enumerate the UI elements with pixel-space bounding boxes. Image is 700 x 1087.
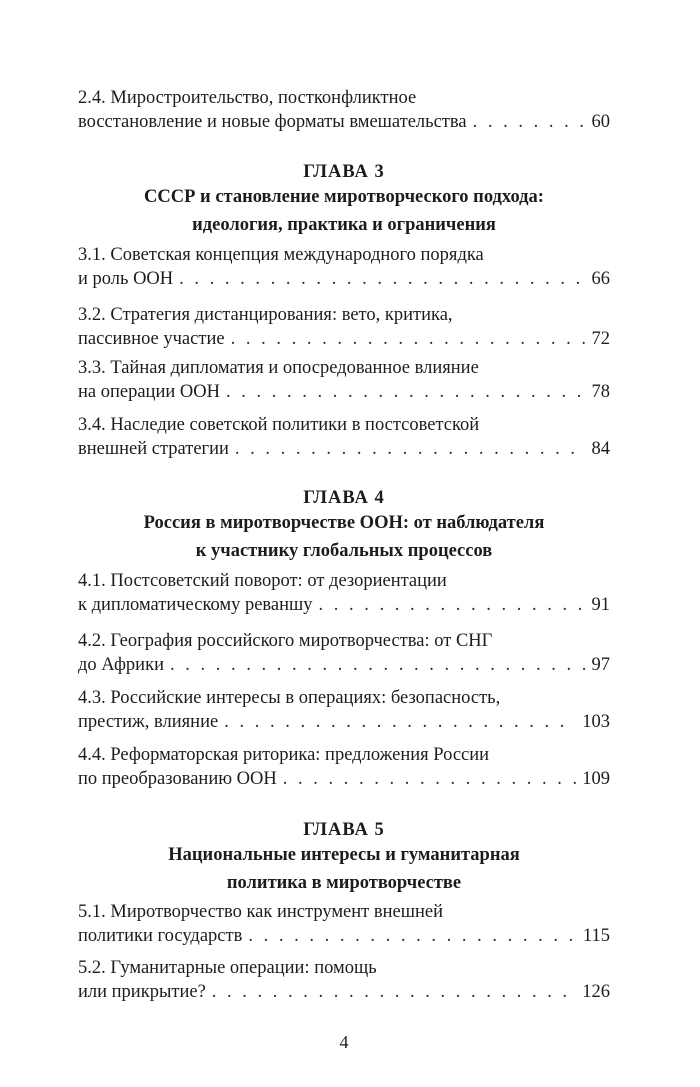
toc-page-number: 60 [591, 112, 610, 132]
toc-entry-text-cont: престиж, влияние [78, 712, 219, 732]
toc-page-number: 78 [591, 382, 610, 402]
toc-entry-text: 3.4. Наследие советской политики в постсоветской [78, 415, 480, 435]
toc-entry-text-cont: по преобразованию ООН [78, 769, 277, 789]
toc-page-number: 84 [591, 439, 610, 459]
toc-entry-text: 4.3. Российские интересы в операциях: безопасность, [78, 688, 501, 708]
toc-entry-3-4 [78, 413, 610, 461]
dot-leader [179, 267, 585, 291]
chapter-5-title-line1: Национальные интересы и гуманитарная [168, 845, 520, 865]
toc-entry-text-cont: политики государств [78, 926, 243, 946]
toc-page-number: 97 [591, 655, 610, 675]
toc-entry-5-2 [78, 956, 610, 1004]
toc-entry-2-4 [78, 86, 610, 134]
toc-entry-text: 5.1. Миротворчество как инструмент внешней [78, 902, 443, 922]
toc-page-number: 109 [582, 769, 610, 789]
toc-entry-4-2 [78, 629, 610, 677]
chapter-3-title [78, 183, 610, 239]
toc-page-number: 103 [582, 712, 610, 732]
toc-entry-5-1 [78, 900, 610, 948]
toc-entry-text: 4.1. Постсоветский поворот: от дезориентации [78, 571, 447, 591]
dot-leader [226, 380, 586, 404]
dot-leader [283, 767, 577, 791]
toc-entry-text: 2.4. Миростроительство, постконфликтное [78, 88, 417, 108]
dot-leader [235, 437, 586, 461]
chapter-3-title-line1: СССР и становление миротворческого подхода: [144, 187, 544, 207]
toc-entry-3-1 [78, 243, 610, 291]
toc-page [78, 0, 610, 1087]
toc-page-number: 126 [582, 982, 610, 1002]
toc-entry-text: 3.2. Стратегия дистанцирования: вето, критика, [78, 305, 453, 325]
toc-entry-text-cont: на операции ООН [78, 382, 220, 402]
chapter-4-title-line1: Россия в миротворчестве ООН: от наблюдателя [143, 513, 545, 533]
toc-entry-text-cont: или прикрытие? [78, 982, 206, 1002]
toc-entry-4-3 [78, 686, 610, 734]
page-number: 4 [339, 1032, 349, 1052]
toc-entry-text-cont: до Африки [78, 655, 164, 675]
dot-leader [231, 327, 586, 351]
chapter-5-title-line2: политика в миротворчестве [226, 873, 462, 893]
chapter-3-label: ГЛАВА 3 [303, 162, 385, 182]
toc-entry-3-3 [78, 356, 610, 404]
dot-leader [212, 980, 576, 1004]
dot-leader [473, 110, 586, 134]
dot-leader [224, 710, 576, 734]
toc-entry-text-cont: и роль ООН [78, 269, 174, 289]
chapter-4-label: ГЛАВА 4 [303, 488, 385, 508]
chapter-5-title [78, 841, 610, 897]
toc-entry-4-1 [78, 569, 610, 617]
toc-entry-text: 3.1. Советская концепция международного порядка [78, 245, 484, 265]
chapter-4-title-line2: к участнику глобальных процессов [195, 541, 493, 561]
toc-entry-4-4 [78, 743, 610, 791]
toc-entry-text: 3.3. Тайная дипломатия и опосредованное влияние [78, 358, 479, 378]
toc-entry-text: 5.2. Гуманитарные операции: помощь [78, 958, 377, 978]
chapter-3-title-line2: идеология, практика и ограничения [192, 215, 496, 235]
toc-entry-text: 4.2. География российского миротворчества: от СНГ [78, 631, 493, 651]
toc-page-number: 72 [591, 329, 610, 349]
toc-page-number: 66 [591, 269, 610, 289]
dot-leader [319, 593, 586, 617]
toc-entry-text-cont: к дипломатическому реваншу [78, 595, 313, 615]
toc-page-number: 91 [591, 595, 610, 615]
toc-entry-text-cont: восстановление и новые форматы вмешательства [78, 112, 467, 132]
toc-entry-3-2 [78, 303, 610, 351]
dot-leader [170, 653, 586, 677]
toc-entry-text-cont: пассивное участие [78, 329, 225, 349]
dot-leader [248, 924, 577, 948]
chapter-5-label: ГЛАВА 5 [303, 820, 385, 840]
toc-page-number: 115 [582, 926, 610, 946]
chapter-4-title [78, 509, 610, 565]
toc-entry-text-cont: внешней стратегии [78, 439, 229, 459]
toc-entry-text: 4.4. Реформаторская риторика: предложения России [78, 745, 490, 765]
